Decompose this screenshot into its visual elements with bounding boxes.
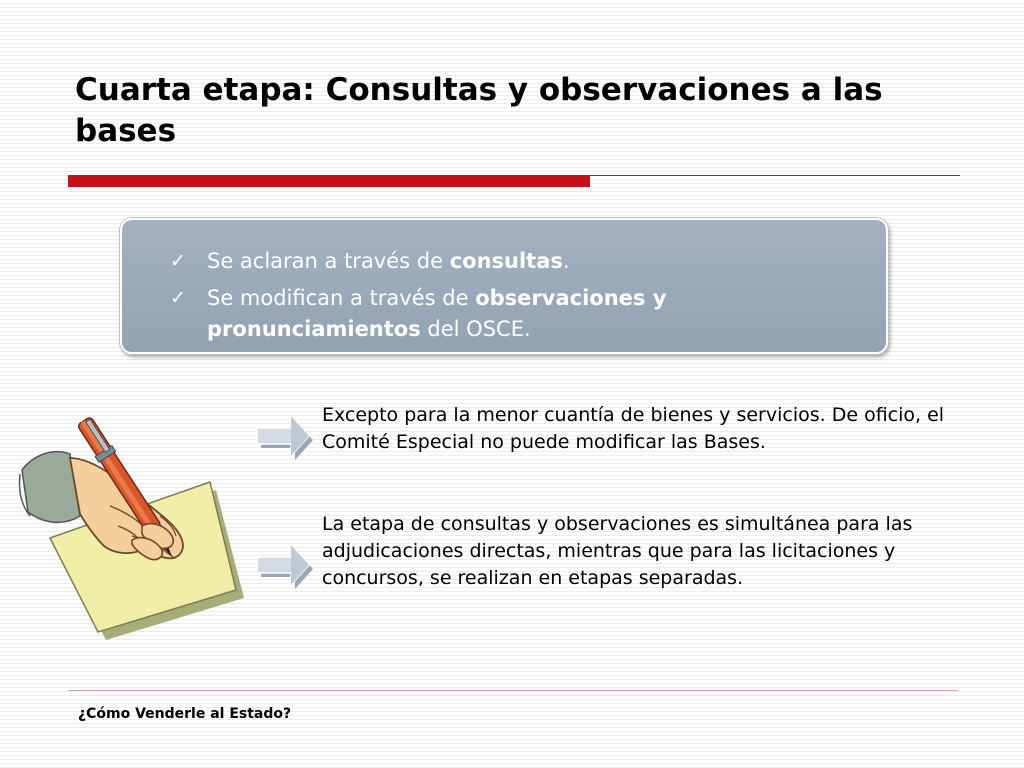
hand-writing-with-pen-clipart <box>14 408 252 648</box>
bullet-text: Se modifican a través de <box>207 286 476 310</box>
bullet-item-observaciones <box>170 283 830 345</box>
bullet-callout-box <box>120 218 888 354</box>
footer-divider <box>68 690 958 691</box>
bullet-item-consultas <box>170 246 830 277</box>
bullet-text-end: del OSCE. <box>420 317 531 341</box>
paragraph-menor-cuantia: Excepto para la menor cuantía de bienes y servicios. De oficio, el Comité Especial no puede modificar las Bases. <box>322 404 945 453</box>
bullet-text-end: . <box>562 249 570 273</box>
slide-title: Cuarta etapa: Consultas y observaciones a las bases <box>75 72 883 149</box>
title-underline-thick <box>68 175 590 187</box>
bullet-text: Se aclaran a través de <box>207 249 450 273</box>
footer-text: ¿Cómo Venderle al Estado? <box>78 706 292 722</box>
bullet-bold-text: consultas <box>449 249 563 273</box>
paragraph-etapa-simultanea: La etapa de consultas y observaciones es simultánea para las adjudicaciones directas, mientras que para las licitaciones y concursos, se realizan en etapas separadas. <box>322 513 913 589</box>
right-arrow-icon <box>255 543 315 591</box>
right-arrow-icon <box>255 414 315 462</box>
bullet-list <box>170 246 830 351</box>
check-icon: ✓ <box>170 250 186 272</box>
check-icon: ✓ <box>170 287 186 309</box>
title-underline-thin <box>590 175 960 176</box>
bullet-bold-text: observaciones y pronunciamientos <box>207 286 667 341</box>
